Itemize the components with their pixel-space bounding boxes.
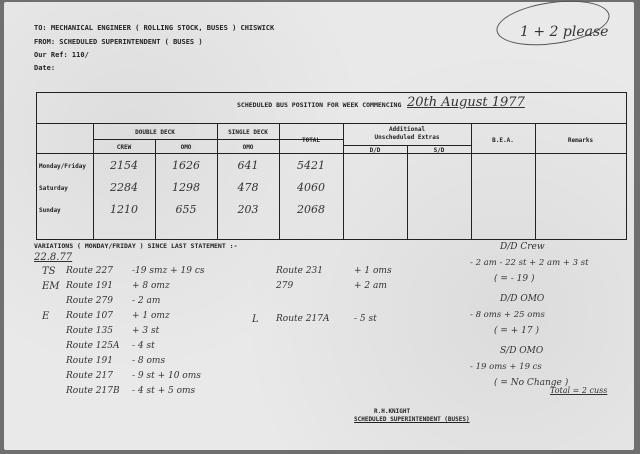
variation-change: - 8 oms [132, 356, 166, 366]
row-total: 4060 [297, 181, 325, 194]
variation-change: - 4 st + 5 oms [132, 386, 196, 396]
row-crew: 1210 [110, 203, 138, 216]
summary-heading: D/D OMO [500, 294, 545, 304]
summary-heading: D/D Crew [500, 242, 545, 252]
header-single-deck: SINGLE DECK [228, 129, 268, 136]
variation-route: Route 279 [66, 296, 113, 306]
row-omo: 1298 [172, 181, 200, 194]
total-note: Total = 2 cuss [550, 386, 608, 395]
header-unscheduled: Unscheduled Extras [374, 134, 440, 141]
row-total: 2068 [297, 203, 325, 216]
week-commencing: 20th August 1977 [407, 95, 525, 110]
row-omo: 655 [175, 203, 197, 216]
header-omo: OMO [180, 144, 192, 151]
summary-result: ( = No Change ) [494, 378, 569, 388]
variation-garage: L [252, 314, 259, 325]
variation-route: Route 125A [66, 341, 120, 351]
signature-title: SCHEDULED SUPERINTENDENT (BUSES) [354, 416, 470, 423]
variation-route: Route 231 [276, 266, 323, 276]
summary-result: ( = + 17 ) [494, 326, 539, 336]
summary-heading: S/D OMO [500, 346, 544, 356]
variations-heading: VARIATIONS ( MONDAY/FRIDAY ) SINCE LAST STATEMENT :- [34, 242, 238, 250]
handwritten-note: 1 + 2 please [520, 24, 609, 40]
row-crew: 2284 [110, 181, 138, 194]
variation-change: - 4 st [132, 341, 155, 351]
summary-calc: - 2 am - 22 st + 2 am + 3 st [470, 258, 589, 268]
bus-position-table [36, 92, 627, 240]
memo-sheet [4, 2, 634, 450]
variation-route: Route 191 [66, 356, 113, 366]
variation-route: Route 107 [66, 311, 113, 321]
variation-change: - 2 am [132, 296, 161, 306]
variation-route: Route 227 [66, 266, 113, 276]
variation-route: Route 135 [66, 326, 113, 336]
variation-change: - 5 st [354, 314, 377, 324]
header-sd-omo: OMO [242, 144, 254, 151]
variation-change: + 2 am [354, 281, 387, 291]
header-total: TOTAL [301, 137, 321, 144]
variation-route: 279 [276, 281, 294, 291]
variation-garage: EM [42, 281, 60, 292]
variation-change: - 9 st + 10 oms [132, 371, 201, 381]
memo-from: FROM: SCHEDULED SUPERINTENDENT ( BUSES ) [34, 38, 203, 46]
row-sd-omo: 478 [237, 181, 259, 194]
variation-route: Route 217A [276, 314, 330, 324]
row-crew: 2154 [110, 159, 138, 172]
header-remarks: Remarks [567, 137, 594, 144]
header-bea: B.E.A. [492, 137, 514, 144]
signature-name: R.H.KNIGHT [374, 408, 411, 415]
row-day: Sunday [39, 207, 61, 214]
variation-change: + 1 oms [354, 266, 392, 276]
variation-route: Route 217 [66, 371, 113, 381]
variation-change: + 8 omz [132, 281, 170, 291]
memo-ref: Our Ref: 110/ [34, 51, 89, 59]
header-dd: D/D [369, 147, 381, 154]
row-sd-omo: 203 [237, 203, 259, 216]
variation-change: + 3 st [132, 326, 160, 336]
variation-route: Route 217B [66, 386, 120, 396]
header-additional: Additional [388, 126, 426, 133]
variations-date: 22.8.77 [34, 252, 73, 263]
row-sd-omo: 641 [237, 159, 259, 172]
summary-calc: - 19 oms + 19 cs [470, 362, 542, 372]
header-crew: CREW [116, 144, 132, 151]
row-day: Saturday [39, 185, 68, 192]
variation-change: -19 smz + 19 cs [132, 266, 205, 276]
memo-date: Date: [34, 64, 56, 72]
variation-garage: TS [42, 266, 56, 277]
row-day: Monday/Friday [39, 163, 86, 170]
memo-to: TO: MECHANICAL ENGINEER ( ROLLING STOCK, BUSES ) CHISWICK [34, 24, 275, 32]
variation-change: + 1 omz [132, 311, 170, 321]
row-omo: 1626 [172, 159, 200, 172]
header-double-deck: DOUBLE DECK [135, 129, 175, 136]
variation-garage: E [42, 311, 50, 322]
summary-result: ( = - 19 ) [494, 274, 535, 284]
row-total: 5421 [297, 159, 325, 172]
variation-route: Route 191 [66, 281, 113, 291]
summary-calc: - 8 oms + 25 oms [470, 310, 545, 320]
header-sd: S/D [433, 147, 445, 154]
table-title: SCHEDULED BUS POSITION FOR WEEK COMMENCING [237, 101, 402, 109]
